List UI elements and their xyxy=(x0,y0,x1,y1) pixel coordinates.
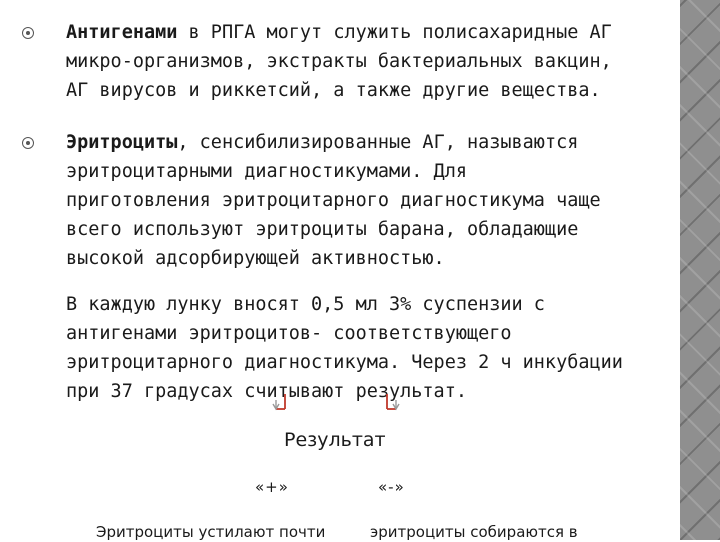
result-heading: Результат xyxy=(284,429,386,451)
paragraph-antigens xyxy=(66,18,678,105)
paragraph-erythrocytes-text: , сенсибилизированные АГ, называются эритроцитарными диагностикумами. Для приготовления эритроцитарного диагностикума чаще всего используют эритроциты барана, обладающие высокой адсорбирующей активностью. xyxy=(66,132,601,269)
term-antigens: Антигенами xyxy=(66,22,178,43)
arrow-down-icon xyxy=(382,393,400,415)
outcome-negative-description: эритроциты собираются в xyxy=(370,523,578,541)
bullet-icon xyxy=(22,137,34,149)
paragraph-antigens-text: в РПГА могут служить полисахаридные АГ микро-организмов, экстракты бактериальных вакцин, АГ вирусов и риккетсий, а также другие вещества. xyxy=(66,22,612,101)
outcome-negative-sign: «-» xyxy=(378,478,405,496)
paragraph-erythrocytes xyxy=(66,128,678,273)
arrow-down-icon xyxy=(272,393,290,415)
outcome-positive-sign: «+» xyxy=(255,478,289,496)
paragraph-procedure: В каждую лунку вносят 0,5 мл 3% суспензии с антигенами эритроцитов- соответствующего эритроцитарного диагностикума. Через 2 ч инкубации при 37 градусах считывают результат. xyxy=(66,294,623,402)
outcome-positive-description: Эритроциты устилают почти xyxy=(96,523,326,541)
bullet-icon xyxy=(22,27,34,39)
term-erythrocytes: Эритроциты xyxy=(66,132,178,153)
